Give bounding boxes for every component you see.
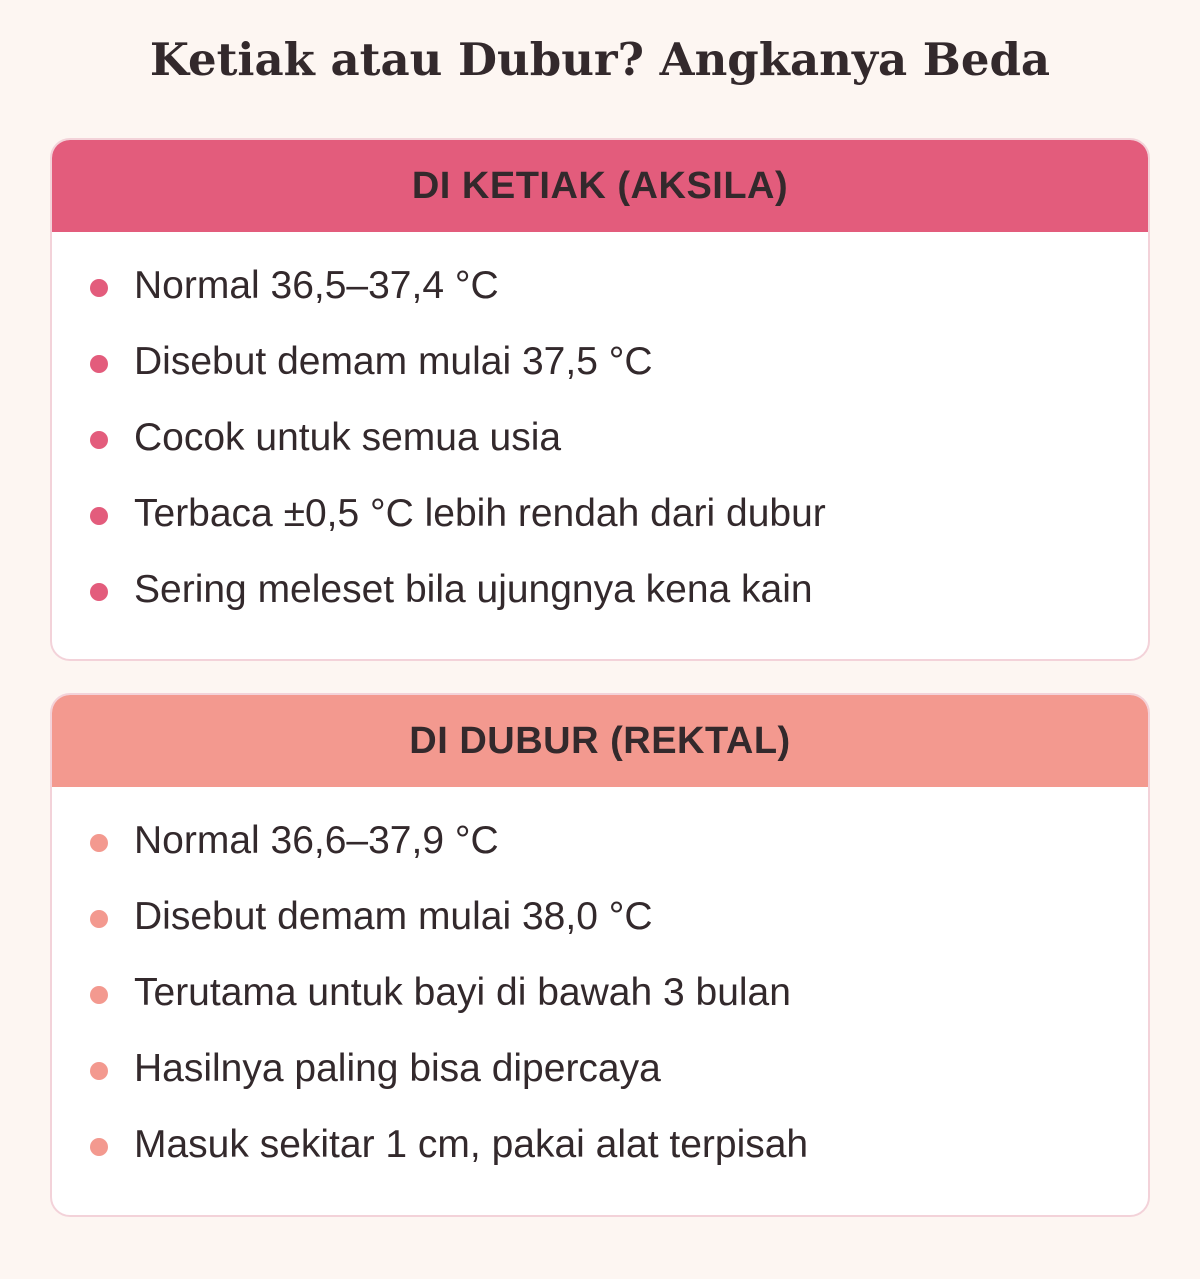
list-item-text: Cocok untuk semua usia	[134, 416, 562, 459]
rectal-card-header: DI DUBUR (REKTAL)	[52, 695, 1148, 787]
list-item-text: Hasilnya paling bisa dipercaya	[134, 1047, 661, 1090]
bullet-dot-icon	[90, 1062, 108, 1080]
list-item	[52, 1031, 1148, 1107]
bullet-dot-icon	[90, 279, 108, 297]
axilla-card	[50, 138, 1150, 661]
list-item-text: Disebut demam mulai 37,5 °C	[134, 340, 653, 383]
bullet-dot-icon	[90, 583, 108, 601]
list-item	[52, 955, 1148, 1031]
list-item	[52, 324, 1148, 400]
list-item	[52, 552, 1148, 628]
list-item-text: Disebut demam mulai 38,0 °C	[134, 895, 653, 938]
bullet-dot-icon	[90, 986, 108, 1004]
list-item	[52, 248, 1148, 324]
bullet-dot-icon	[90, 1138, 108, 1156]
list-item	[52, 1107, 1148, 1183]
list-item	[52, 879, 1148, 955]
bullet-dot-icon	[90, 507, 108, 525]
list-item-text: Masuk sekitar 1 cm, pakai alat terpisah	[134, 1123, 809, 1166]
rectal-list	[52, 787, 1148, 1183]
axilla-card-header: DI KETIAK (AKSILA)	[52, 140, 1148, 232]
list-item-text: Normal 36,6–37,9 °C	[134, 819, 499, 862]
bullet-dot-icon	[90, 355, 108, 373]
bullet-dot-icon	[90, 431, 108, 449]
bullet-dot-icon	[90, 834, 108, 852]
list-item	[52, 400, 1148, 476]
list-item-text: Terbaca ±0,5 °C lebih rendah dari dubur	[134, 492, 826, 535]
axilla-list	[52, 232, 1148, 628]
bullet-dot-icon	[90, 910, 108, 928]
page-title: Ketiak atau Dubur? Angkanya Beda	[149, 33, 1051, 86]
rectal-card	[50, 693, 1150, 1217]
list-item-text: Sering meleset bila ujungnya kena kain	[134, 568, 813, 611]
list-item	[52, 803, 1148, 879]
list-item-text: Normal 36,5–37,4 °C	[134, 264, 499, 307]
list-item-text: Terutama untuk bayi di bawah 3 bulan	[134, 971, 791, 1014]
list-item	[52, 476, 1148, 552]
